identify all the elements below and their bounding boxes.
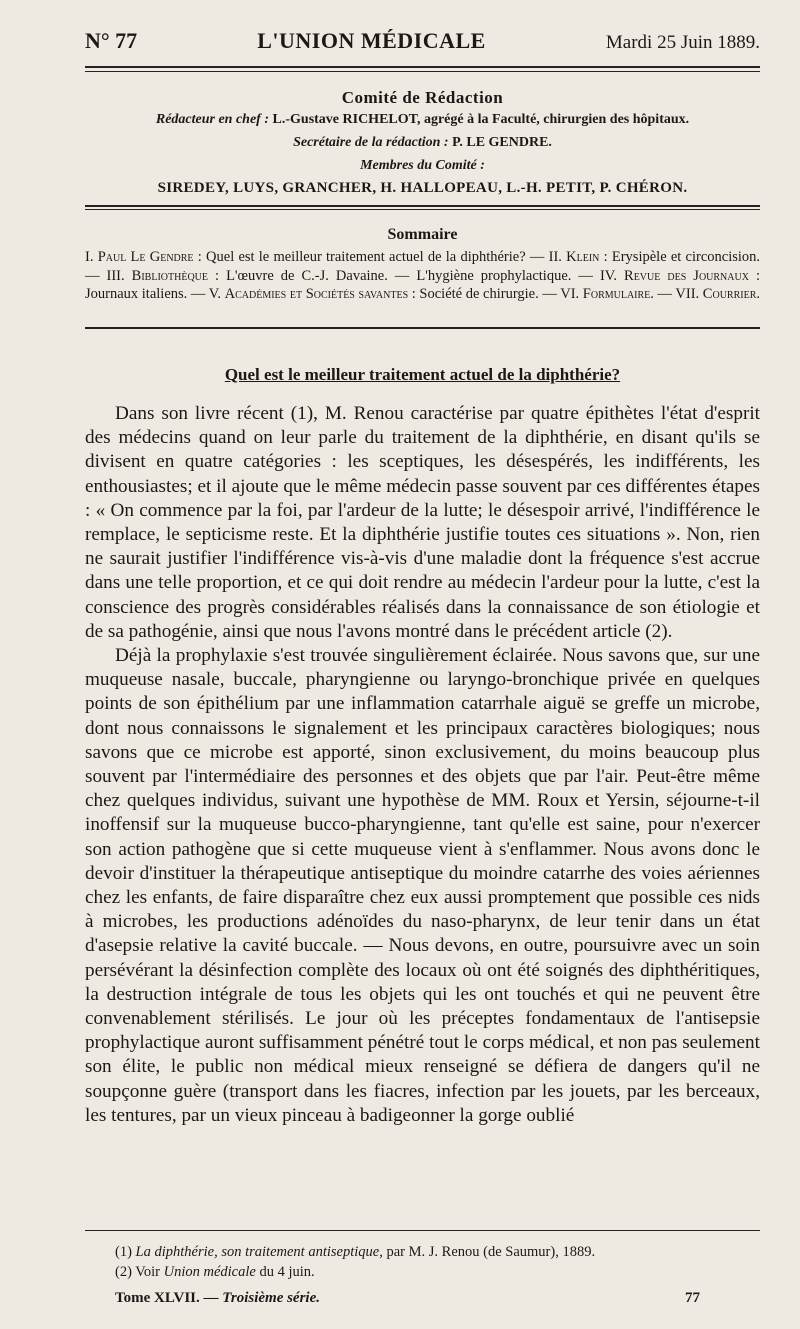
paragraph: Déjà la prophylaxie s'est trouvée singulièrement éclairée. Nous savons que, sur une muqueuse nasale, buccale, pharyngienne ou laryngo-bronchique privée en quelques points de son épithélium par une inflammation catarrhale aiguë se greffe un microbe, dont nous connaissons le signalement et les principaux caractères biologiques; nous savons que ce microbe est apporté, sinon exclusivement, du moins beaucoup plus souvent par l'intermédiaire des personnes et des objets que par l'air. Peut-être même chez quelques individus, suivant une hypothèse de MM. Roux et Yersin, séjourne-t-il inoffensif sur la muqueuse bucco-pharyngienne, tant qu'elle est saine, pour n'exercer son action pathogène que si cette muqueuse vient à s'enflammer. Nous avons donc le devoir d'instituer la thérapeutique antiseptique du moindre catarrhe des voies aériennes chez les enfants, de faire disparaître chez eux aussi promptement que possible ces nids à microbes, les productions adénoïdes du naso-pharynx, de leur tenir dans un état d'asepsie relative la cavité buccale. — Nous devons, en outre, poursuivre avec un soin persévérant la désinfection complète des locaux où ont été soignés des diphthéritiques, la destruction intégrale de tous les objets qui les ont touchés et qui ne peuvent être convenablement stérilisés. Le jour où les préceptes fondamentaux de l'antisepsie prophylactique auront suffisamment pénétré tout le corps médical, et non pas seulement son élite, le public non médical mieux renseigné se défiera de dangers qu'il ne soupçonne guère (transport dans les fiacres, infection par les jouets, par les berceaux, les tentures, par un vieux pinceau à badigeonner la gorge oublié [85,645,760,1126]
page-number: 77 [685,1290,700,1306]
header-rule [85,66,760,68]
article-body [85,402,760,1128]
page-header [85,28,760,68]
editorial-committee [85,88,760,200]
footnote-1: (1) La diphthérie, son traitement antiseptique, par M. J. Renou (de Saumur), 1889. [115,1244,596,1260]
page-footer [115,1290,700,1307]
footnote-rule [85,1230,760,1231]
volume-info: Tome XLVII. — Troisième série. [115,1290,321,1306]
paragraph: Dans son livre récent (1), M. Renou caractérise par quatre épithètes l'état d'esprit des médecins quand on leur parle du traitement de la diphthérie, en disant qu'ils se divisent en quatre catégories : les sceptiques, les désespérés, les indifférents, les enthousiastes; et il ajoute que le même médecin passe souvent par ces différentes étapes : « On commence par la foi, par l'ardeur de la lutte; le désespoir arrivé, l'indifférence le remplace, le septicisme reste. Et la diphthérie justifie toutes ces situations ». Non, rien ne saurait justifier l'indifférence vis-à-vis d'une maladie dont la fréquence s'est accrue dans une telle proportion, et ce qui doit rendre au médecin l'ardeur pour la lutte, c'est la conscience des progrès considérables réalisés dans la connaissance de son étiologie et de sa pathogénie, ainsi que nous l'avons montré dans le précédent article (2). [85,403,760,642]
editor-label: Rédacteur en chef : [155,112,270,127]
header-rule-thin [85,71,760,72]
journal-title: L'UNION MÉDICALE [257,28,486,53]
article-title: Quel est le meilleur traitement actuel de la diphthérie? [224,365,621,384]
secretary-line [85,131,760,154]
editor-line [85,108,760,131]
secretary-name: P. LE GENDRE. [452,135,552,150]
secretary-label: Secrétaire de la rédaction : [293,135,449,150]
issue-number: N° 77 [85,28,138,53]
editor-name: L.-Gustave RICHELOT, agrégé à la Faculté, chirurgien des hôpitaux. [272,112,690,127]
summary-section [85,226,760,304]
footnotes [85,1242,760,1282]
committee-rule-thin [85,209,760,210]
committee-rule [85,205,760,207]
committee-title: Comité de Rédaction [341,88,504,107]
footnote-2: (2) Voir Union médicale du 4 juin. [115,1264,315,1280]
summary-title: Sommaire [387,226,458,243]
members-label: Membres du Comité : [360,158,485,173]
summary-rule [85,327,760,329]
summary-text: I. Paul Le Gendre : Quel est le meilleur traitement actuel de la diphthérie? — II. Klein : Erysipèle et circoncision. — III. Bibliothèque : L'œuvre de C.-J. Davaine. — L'hygiène prophylactique. — IV. Revue des Journaux : Journaux italiens. — V. Académies et Sociétés savantes : Société de chirurgie. — VI. Formulaire. — VII. Courrier. [85,249,761,302]
issue-date: Mardi 25 Juin 1889. [605,32,760,53]
members-list: SIREDEY, LUYS, GRANCHER, H. HALLOPEAU, L.-H. PETIT, P. CHÉRON. [157,180,688,196]
